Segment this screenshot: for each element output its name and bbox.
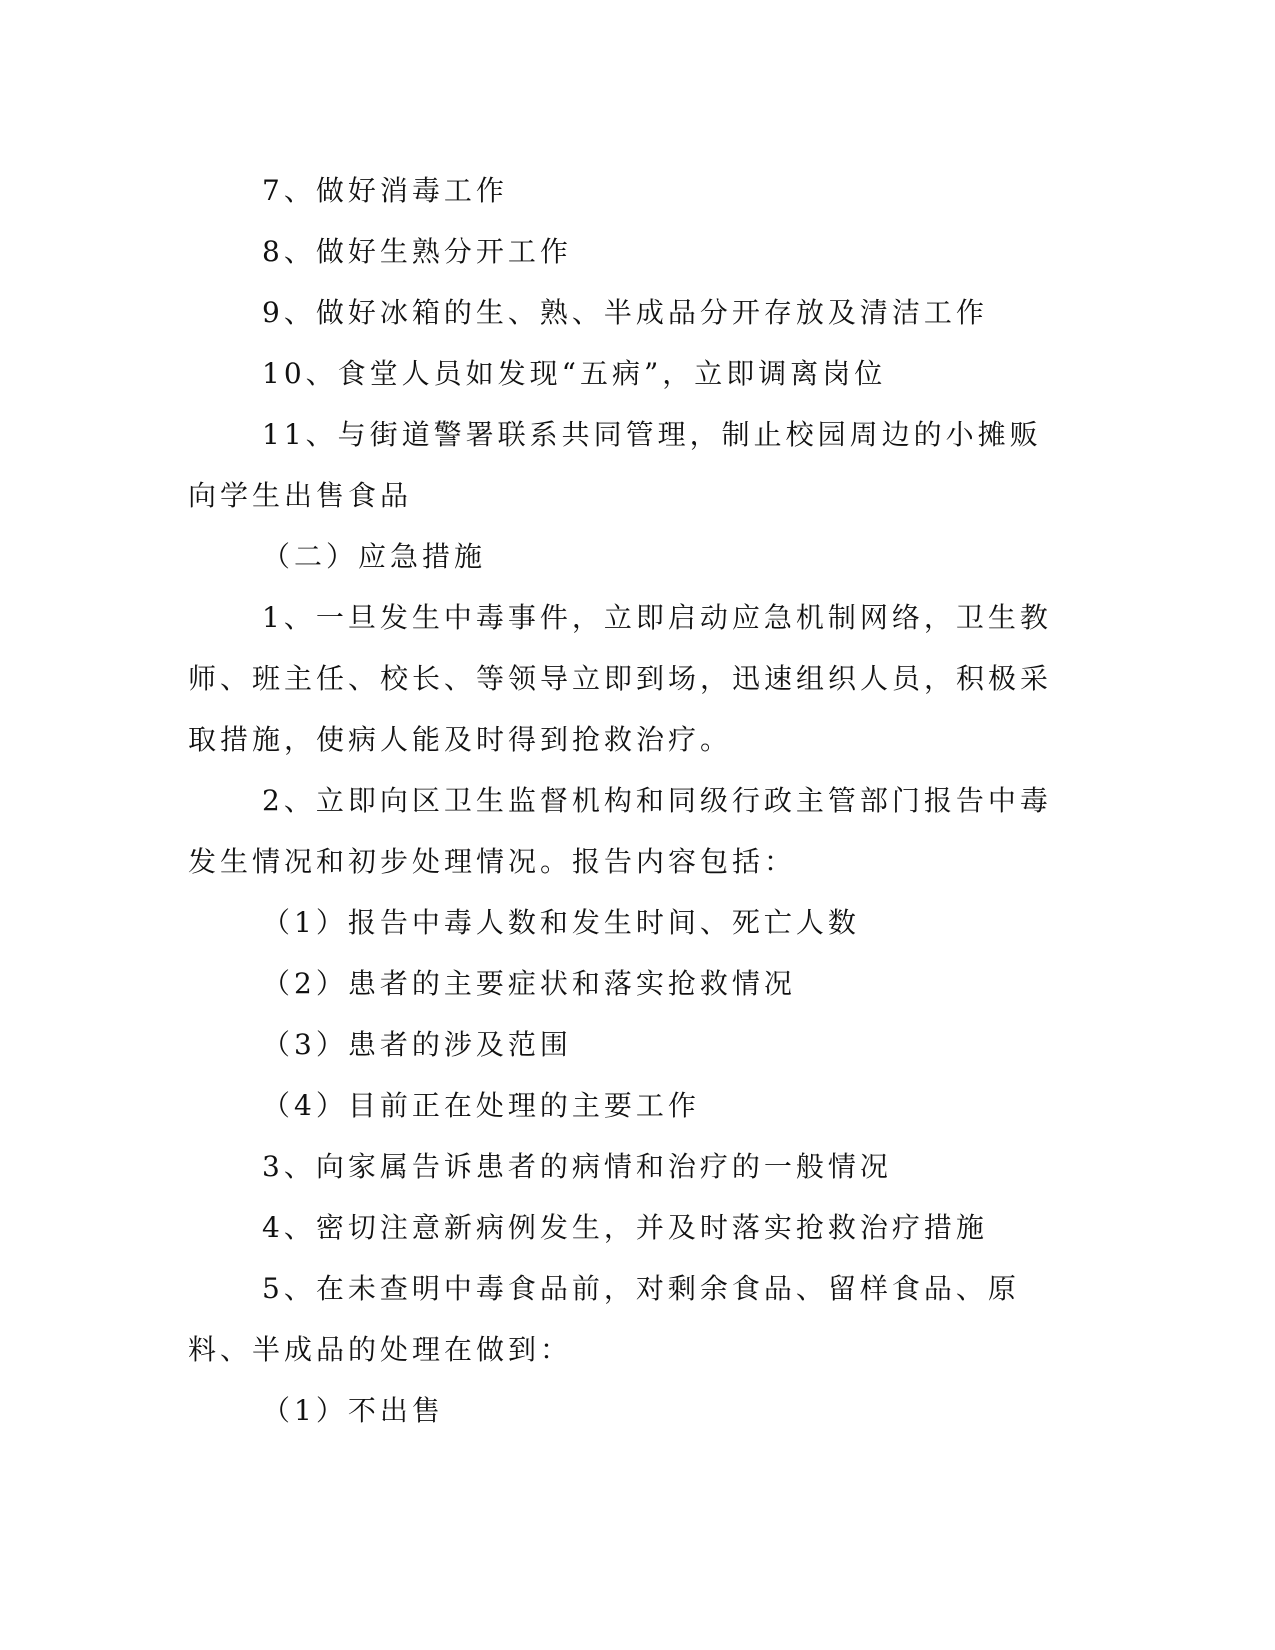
emergency-item-3: 3、向家属告诉患者的病情和治疗的一般情况 [262,1150,892,1183]
report-subitem-4: （4）目前正在处理的主要工作 [262,1089,700,1122]
list-item-8: 8、做好生熟分开工作 [262,235,572,268]
list-item-9: 9、做好冰箱的生、熟、半成品分开存放及清洁工作 [262,296,988,329]
handling-subitem-1: （1）不出售 [262,1394,444,1427]
report-subitem-1: （1）报告中毒人数和发生时间、死亡人数 [262,906,860,939]
section-heading-emergency-measures: （二）应急措施 [262,540,487,573]
emergency-item-2: 2、立即向区卫生监督机构和同级行政主管部门报告中毒发生情况和初步处理情况。报告内容包括： [188,784,1052,878]
report-subitem-2: （2）患者的主要症状和落实抢救情况 [262,967,796,1000]
emergency-item-1: 1、一旦发生中毒事件，立即启动应急机制网络，卫生教师、班主任、校长、等领导立即到场，迅速组织人员，积极采取措施，使病人能及时得到抢救治疗。 [188,601,1053,756]
list-item-7: 7、做好消毒工作 [262,174,508,207]
emergency-item-4: 4、密切注意新病例发生，并及时落实抢救治疗措施 [262,1211,988,1244]
report-subitem-3: （3）患者的涉及范围 [262,1028,572,1061]
list-item-11: 11、与街道警署联系共同管理，制止校园周边的小摊贩向学生出售食品 [188,418,1042,512]
emergency-item-5: 5、在未查明中毒食品前，对剩余食品、留样食品、原料、半成品的处理在做到： [188,1272,1020,1366]
document-body [188,160,1073,1441]
list-item-10: 10、食堂人员如发现“五病”，立即调离岗位 [262,357,887,390]
